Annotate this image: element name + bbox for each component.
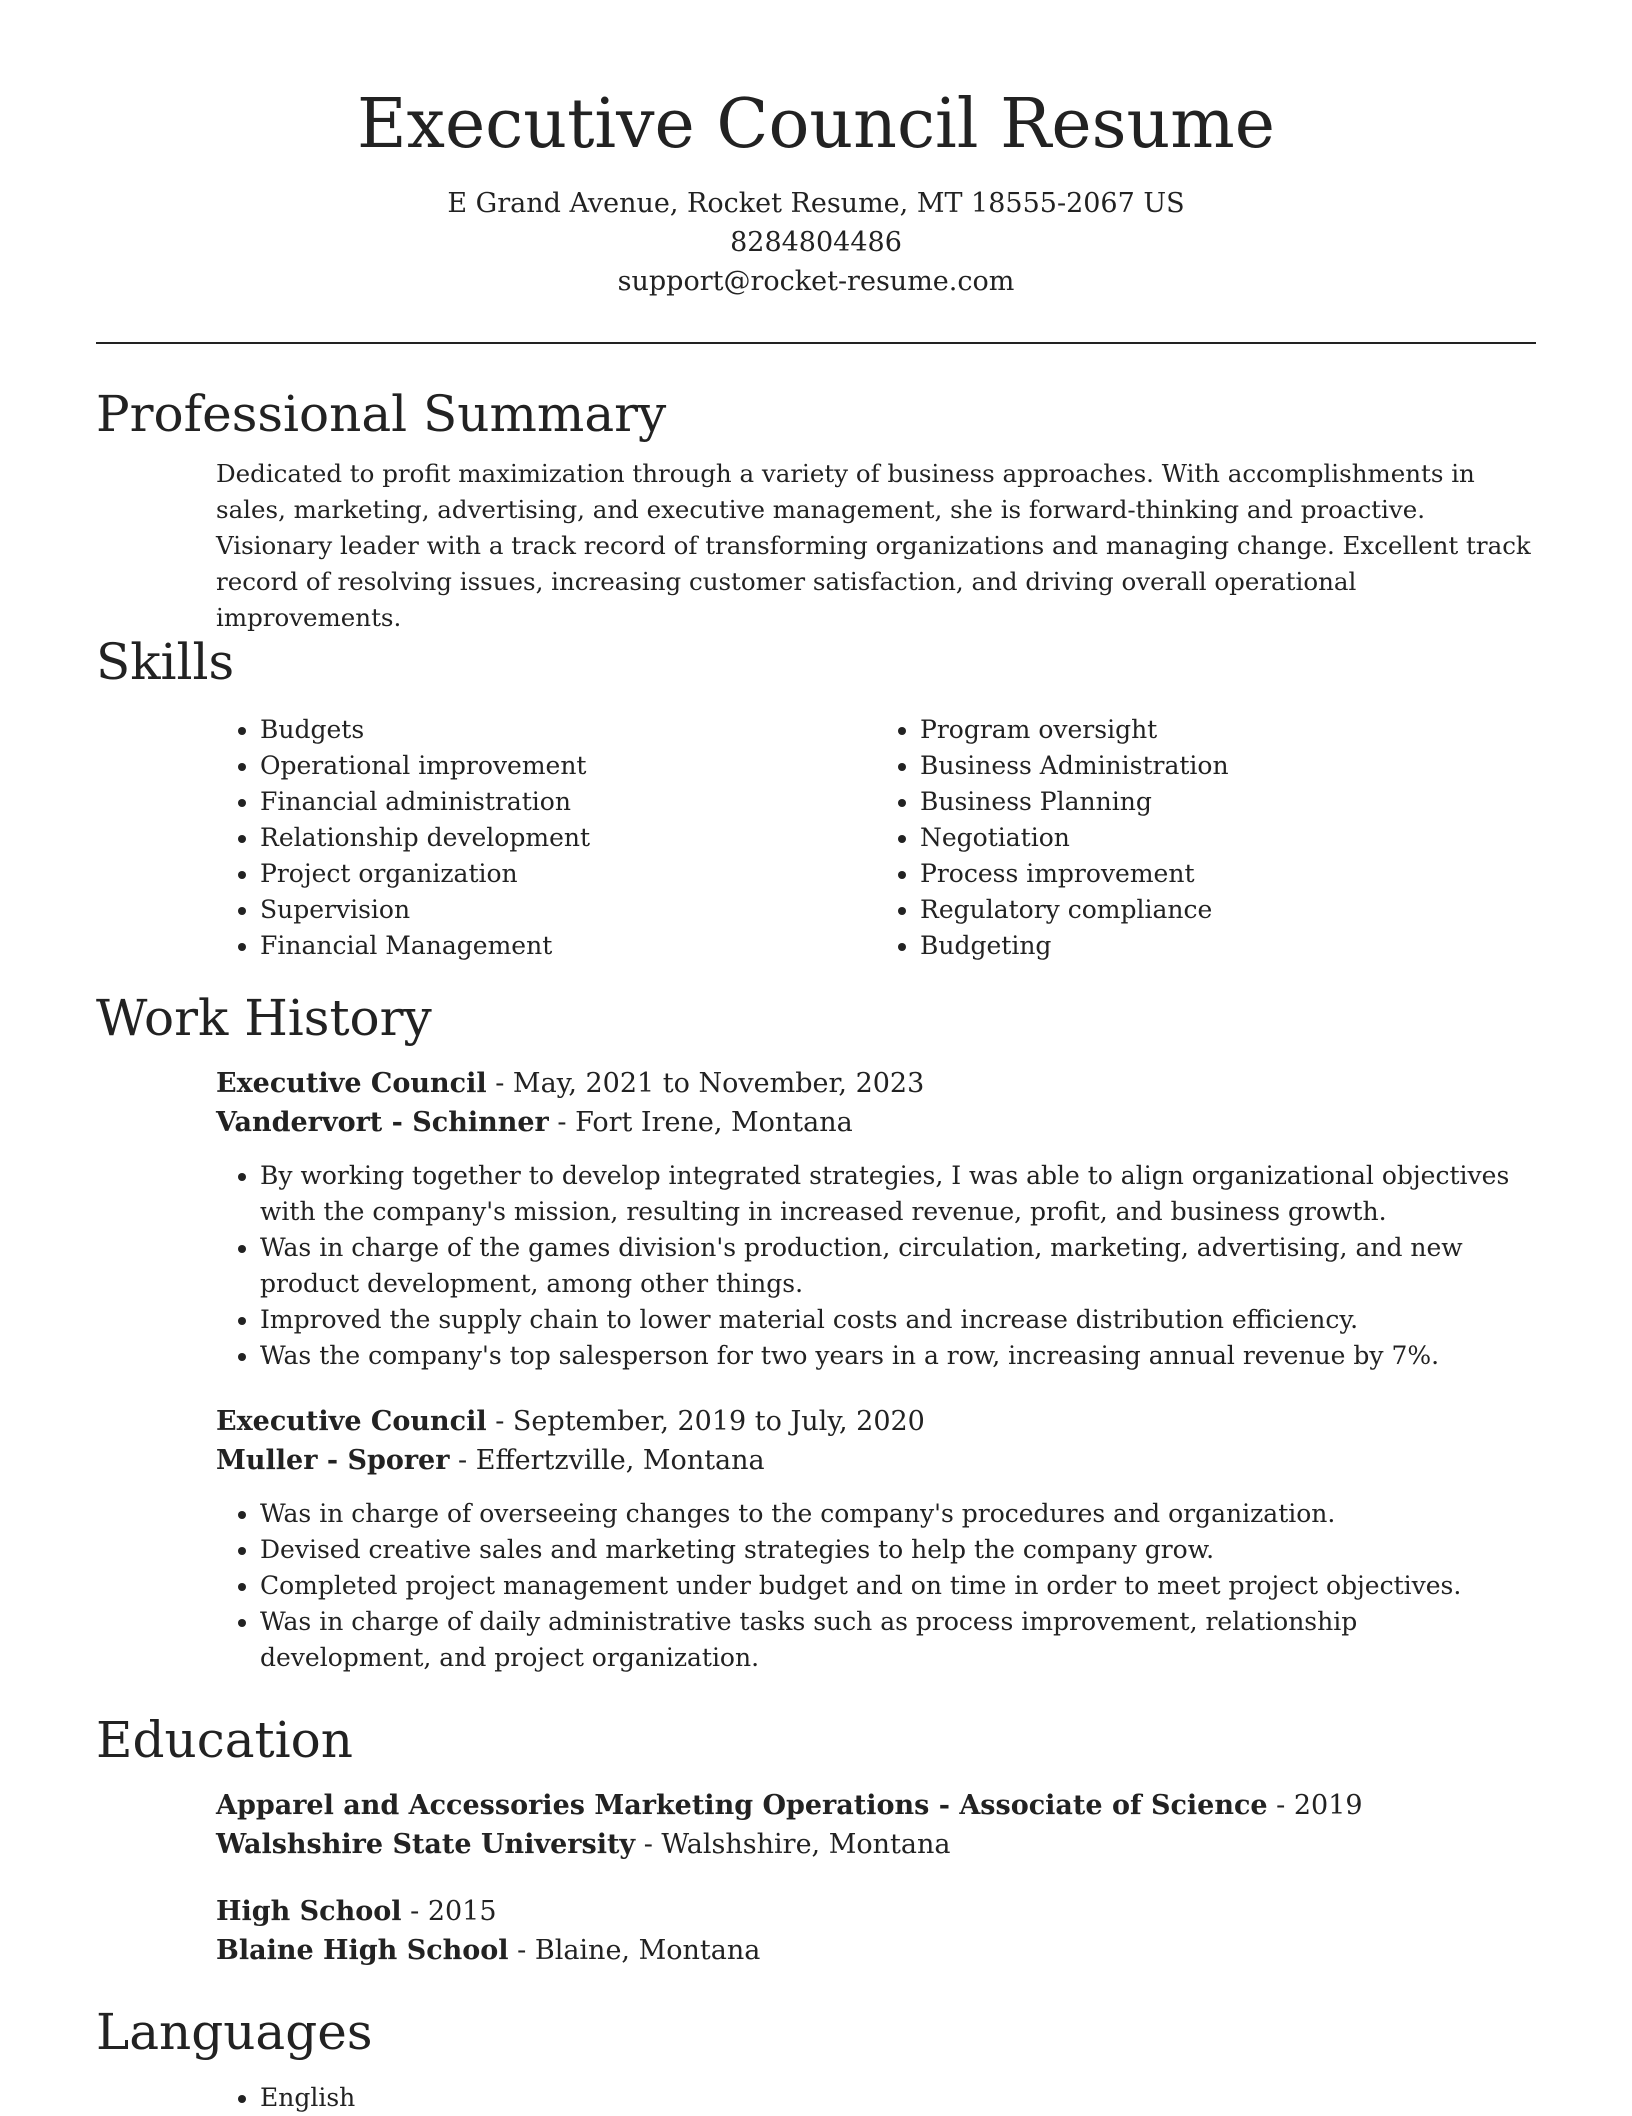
job-dates: - May, 2021 to November, 2023 xyxy=(486,1068,925,1099)
list-item: • By working together to develop integrated strategies, I was able to align organizational objectives with the company's mission, resulting in increased revenue, profit, and business growth. xyxy=(260,1158,1536,1230)
list-item: • Business Planning xyxy=(920,784,1536,820)
languages-heading: Languages xyxy=(96,2003,373,2061)
list-item: • Budgets xyxy=(260,712,876,748)
edu-location: - Walshshire, Montana xyxy=(635,1829,951,1860)
list-item: • Financial Management xyxy=(260,928,876,964)
job-company: Vandervort - Schinner xyxy=(216,1107,549,1138)
list-item: • Was in charge of the games division's production, circulation, marketing, advertising, and new product development, among other things. xyxy=(260,1230,1536,1302)
contact-email: support@rocket-resume.com xyxy=(617,266,1015,297)
header-divider xyxy=(96,342,1536,344)
resume-header xyxy=(0,80,1632,301)
edu-year: - 2015 xyxy=(401,1896,497,1927)
list-item: • Devised creative sales and marketing strategies to help the company grow. xyxy=(260,1532,1536,1568)
contact-info xyxy=(0,184,1632,301)
list-item: • Was in charge of overseeing changes to the company's procedures and organization. xyxy=(260,1496,1536,1532)
job-location: - Effertzville, Montana xyxy=(449,1445,765,1476)
job-dates: - September, 2019 to July, 2020 xyxy=(486,1406,925,1437)
list-item: • English xyxy=(260,2080,1536,2116)
edu-degree: Apparel and Accessories Marketing Operations - Associate of Science xyxy=(216,1790,1268,1821)
edu-degree: High School xyxy=(216,1896,402,1927)
summary-section xyxy=(96,384,1536,636)
list-item: • Was in charge of daily administrative tasks such as process improvement, relationship development, and project organization. xyxy=(260,1604,1536,1676)
education-heading: Education xyxy=(96,1711,353,1769)
list-item: • Project organization xyxy=(260,856,876,892)
list-item: • Completed project management under budget and on time in order to meet project objectives. xyxy=(260,1568,1536,1604)
list-item: • Regulatory compliance xyxy=(920,892,1536,928)
list-item: • Program oversight xyxy=(920,712,1536,748)
work-section xyxy=(96,988,1536,1676)
summary-heading: Professional Summary xyxy=(96,385,667,443)
edu-location: - Blaine, Montana xyxy=(508,1935,761,1966)
list-item: • Negotiation xyxy=(920,820,1536,856)
job-bullets xyxy=(216,1496,1536,1676)
contact-address: E Grand Avenue, Rocket Resume, MT 18555-2067 US xyxy=(447,188,1185,219)
list-item: • Operational improvement xyxy=(260,748,876,784)
contact-phone: 8284804486 xyxy=(730,227,902,258)
list-item: • Budgeting xyxy=(920,928,1536,964)
list-item: • Financial administration xyxy=(260,784,876,820)
job-company: Muller - Sporer xyxy=(216,1445,450,1476)
skills-list-left xyxy=(216,712,876,964)
list-item: • Was the company's top salesperson for two years in a row, increasing annual revenue by 7%. xyxy=(260,1338,1536,1374)
list-item: • Supervision xyxy=(260,892,876,928)
summary-text: Dedicated to profit maximization through a variety of business approaches. With accomplishments in sales, marketing, advertising, and executive management, she is forward-thinking and proactive. Visionary leader with a track record of transforming organizations and managing change. Excellent track record of resolving issues, increasing customer satisfaction, and driving overall operational improvements. xyxy=(216,459,1531,632)
skills-heading: Skills xyxy=(96,633,235,691)
list-item: • Relationship development xyxy=(260,820,876,856)
job-entry xyxy=(216,1402,1536,1676)
list-item: • Business Administration xyxy=(920,748,1536,784)
job-entry xyxy=(216,1064,1536,1374)
edu-year: - 2019 xyxy=(1267,1790,1363,1821)
job-role: Executive Council xyxy=(216,1406,487,1437)
list-item: • Process improvement xyxy=(920,856,1536,892)
edu-school: Blaine High School xyxy=(216,1935,509,1966)
languages-list xyxy=(216,2080,1536,2116)
list-item: • Improved the supply chain to lower material costs and increase distribution efficiency. xyxy=(260,1302,1536,1338)
skills-list-right xyxy=(876,712,1536,964)
job-role: Executive Council xyxy=(216,1068,487,1099)
education-entry xyxy=(216,1786,1536,1864)
skills-section xyxy=(96,632,1536,964)
edu-school: Walshshire State University xyxy=(216,1829,636,1860)
resume-title: Executive Council Resume xyxy=(356,85,1276,164)
job-location: - Fort Irene, Montana xyxy=(548,1107,853,1138)
education-entry xyxy=(216,1892,1536,1970)
job-bullets xyxy=(216,1158,1536,1374)
education-section xyxy=(96,1710,1536,1970)
work-heading: Work History xyxy=(96,989,432,1047)
languages-section xyxy=(96,2002,1536,2116)
